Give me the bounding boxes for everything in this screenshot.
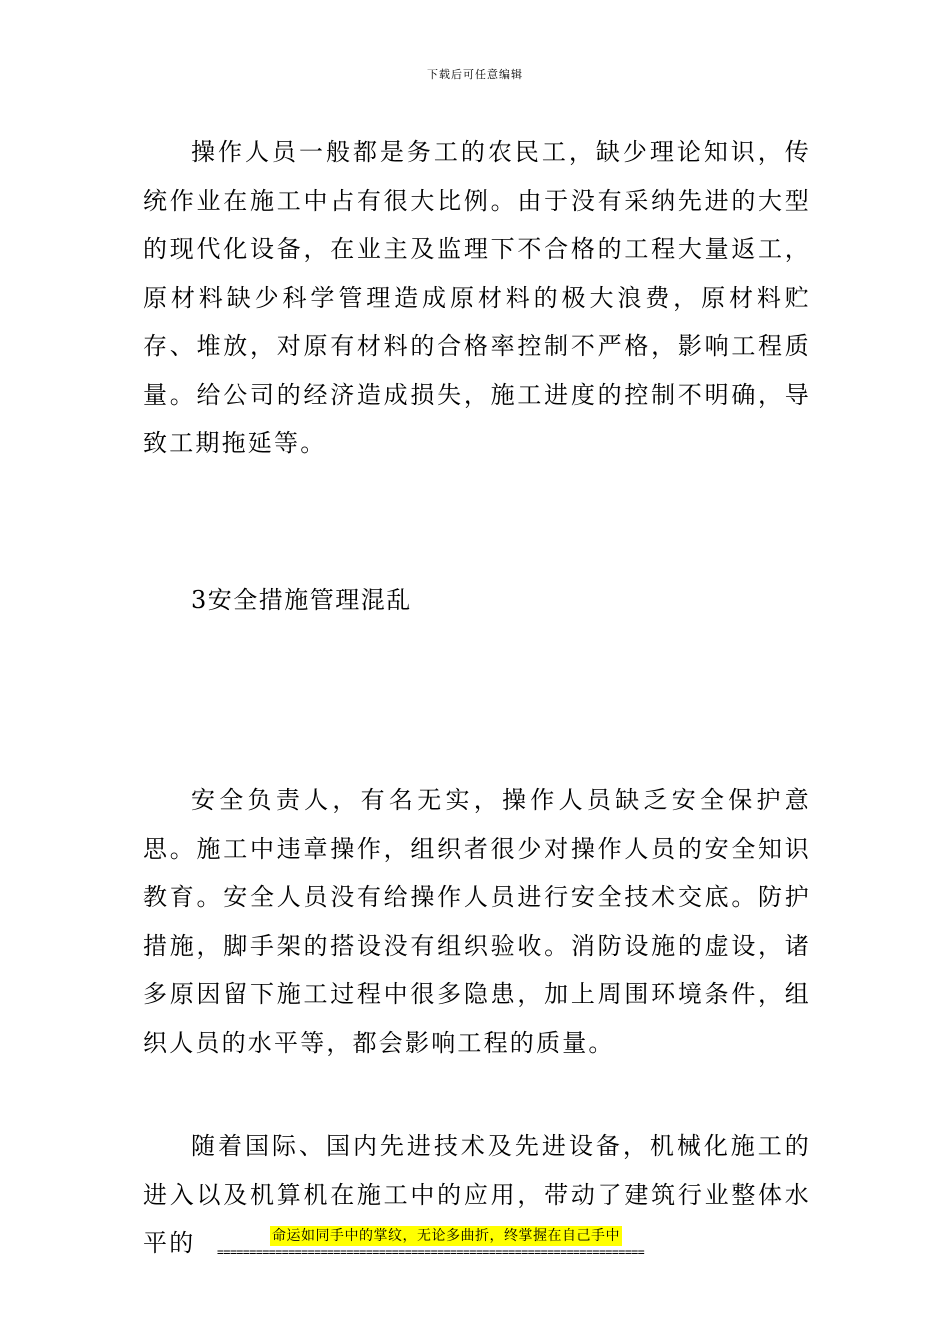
body-paragraph: 操作人员一般都是务工的农民工，缺少理论知识，传统作业在施工中占有很大比例。由于没有采纳先进的大型的现代化设备，在业主及监理下不合格的工程大量返工，原材料缺少科学管理造成原材料的极大浪费，原材料贮存、堆放，对原有材料的合格率控制不严格，影响工程质量。给公司的经济造成损失，施工进度的控制不明确，导致工期拖延等。: [143, 138, 811, 457]
page-header-note: 下载后可任意编辑: [427, 68, 523, 81]
section-heading: 3安全措施管理混乱: [191, 586, 412, 614]
footer-motto: 命运如同手中的掌纹，无论多曲折，终掌握在自己手中: [272, 1228, 620, 1244]
body-paragraph: 随着国际、国内先进技术及先进设备，机械化施工的进入以及机算机在施工中的应用，带动了建筑行业整体水平的: [143, 1132, 811, 1257]
body-paragraph: 安全负责人，有名无实，操作人员缺乏安全保护意思。施工中违章操作，组织者很少对操作人员的安全知识教育。安全人员没有给操作人员进行安全技术交底。防护措施，脚手架的搭设没有组织验收。消防设施的虚设，诸多原因留下施工过程中很多隐患，加上周围环境条件，组织人员的水平等，都会影响工程的质量。: [143, 786, 811, 1057]
footer-divider: ==================================================================: [217, 1245, 645, 1259]
